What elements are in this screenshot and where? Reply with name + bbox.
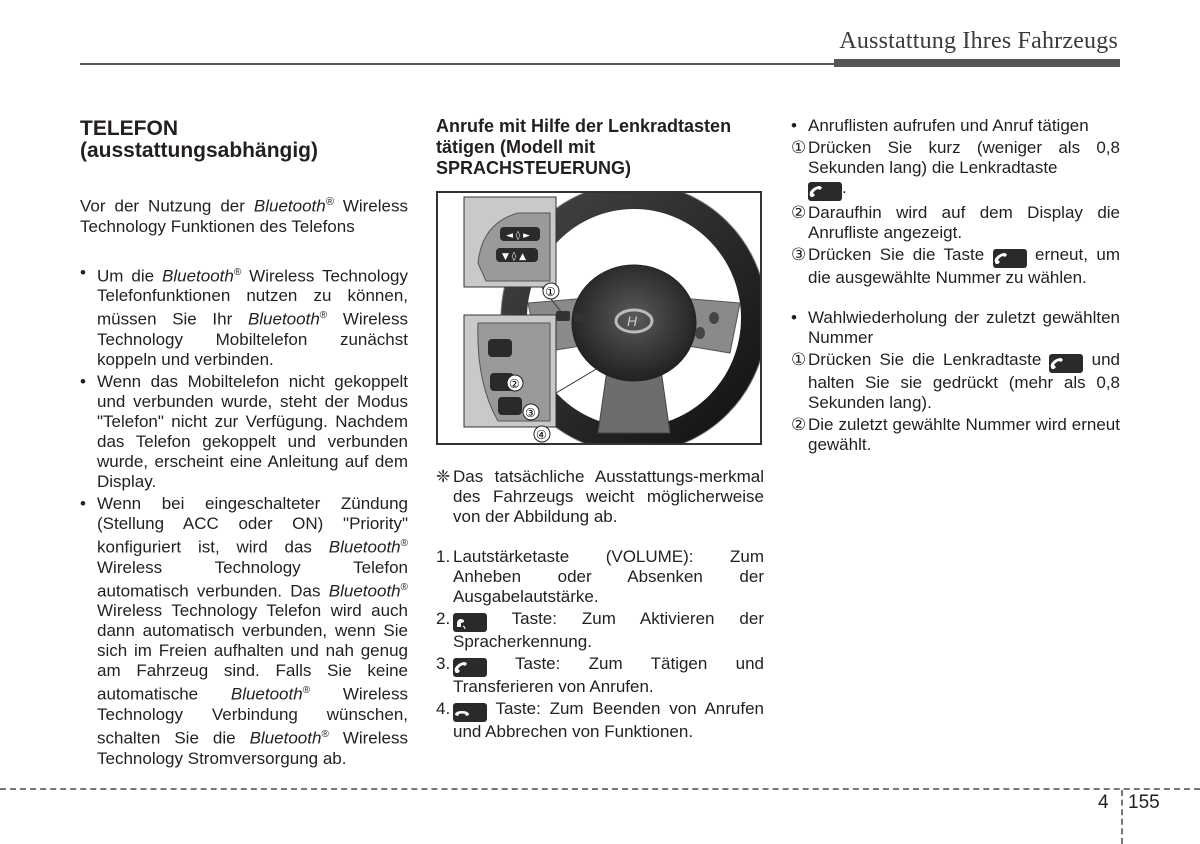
bullet-call-list: • Anruflisten aufrufen und Anruf tätigen xyxy=(791,116,1120,136)
step-press-hold: ① Drücken Sie die Lenkradtaste und halten Sie sie gedrückt (mehr als 0,8 Sekunden lang). xyxy=(791,350,1120,412)
subsection-heading: Anrufe mit Hilfe der Lenkradtasten tätigen (Modell mit SPRACHSTEUERUNG) xyxy=(436,116,732,178)
callout-3: ③ xyxy=(525,406,536,420)
header-title: Ausstattung Ihres Fahrzeugs xyxy=(839,28,1118,54)
call-button-icon xyxy=(1049,354,1083,373)
voice-button-icon xyxy=(453,613,487,632)
steering-wheel-illustration xyxy=(438,193,760,443)
step-list-shown: ② Daraufhin wird auf dem Display die Anrufliste angezeigt. xyxy=(791,203,1120,242)
step-redialed: ② Die zuletzt gewählte Nummer wird erneut gewählt. xyxy=(791,415,1120,454)
callout-4: ④ xyxy=(536,428,547,442)
footer-vertical-divider xyxy=(1121,790,1123,844)
column-1 xyxy=(80,116,408,769)
chapter-number: 4 xyxy=(1098,792,1109,813)
bullet-not-connected: • Wenn das Mobiltelefon nicht gekoppelt und verbunden wurde, steht der Modus "Telefon" nicht zur Verfügung. Nachdem das Telefon gekoppelt und verbunden wurde, erscheint eine Anleitung auf dem Display. xyxy=(80,372,408,492)
column-3 xyxy=(791,116,1120,455)
footer-divider xyxy=(0,788,1200,790)
bullet-redial: • Wahlwiederholung der zuletzt gewählten Nummer xyxy=(791,308,1120,348)
call-button-icon xyxy=(453,658,487,677)
list-item-voice: 2. Taste: Zum Aktivieren der Spracherkennung. xyxy=(436,609,764,651)
page-number: 155 xyxy=(1128,792,1160,813)
bullet-priority: • Wenn bei eingeschalteter Zündung (Stellung ACC oder ON) "Priority" konfiguriert ist, wird das Bluetooth® Wireless Technology Telefon automatisch verbunden. Das Bluetooth® Wireless Technology Telefon wird auch dann automatisch verbunden, wenn Sie sich im Freien aufhalten und nah genug am Fahrzeug sind. Falls Sie keine automatische Bluetooth® Wireless Technology Verbindung wünschen, schalten Sie die Bluetooth® Wireless Technology Stromversorgung ab. xyxy=(80,494,408,769)
callout-1: ① xyxy=(545,285,556,299)
figure-note: ❈ Das tatsächliche Ausstattungs-merkmal des Fahrzeugs weicht möglicherweise von der Abbildung ab. xyxy=(436,467,764,526)
step-press-again: ③ Drücken Sie die Taste erneut, um die ausgewählte Nummer zu wählen. xyxy=(791,245,1120,287)
list-item-call: 3. Taste: Zum Tätigen und Transferieren von Anrufen. xyxy=(436,654,764,696)
call-button-icon xyxy=(993,249,1027,268)
list-item-volume: 1. Lautstärketaste (VOLUME): Zum Anheben oder Absenken der Ausgabelautstärke. xyxy=(436,547,764,606)
intro-paragraph: Vor der Nutzung der Bluetooth® Wireless Technology Funktionen des Telefons xyxy=(80,196,408,236)
end-call-button-icon xyxy=(453,703,487,722)
steering-wheel-figure xyxy=(436,191,762,445)
list-item-end: 4. Taste: Zum Beenden von Anrufen und Abbrechen von Funktionen. xyxy=(436,699,764,741)
callout-2: ② xyxy=(509,377,520,391)
section-heading: TELEFON (ausstattungsabhängig) xyxy=(80,117,319,162)
svg-text:◄ ◊ ►: ◄ ◊ ► xyxy=(506,231,531,241)
header-bar xyxy=(834,59,1120,67)
call-button-icon xyxy=(808,182,842,201)
column-2 xyxy=(436,116,764,742)
step-press-short: ① Drücken Sie kurz (weniger als 0,8 Sekunden lang) die Lenkradtaste . xyxy=(791,138,1120,201)
svg-text:▼ ◊ ▲: ▼ ◊ ▲ xyxy=(502,252,527,262)
bullet-pairing: • Um die Bluetooth® Wireless Technology Telefonfunktionen nutzen zu können, müssen Sie Ihr Bluetooth® Wireless Technology Mobiltelefon zunächst koppeln und verbinden. xyxy=(80,263,408,370)
svg-text:H: H xyxy=(627,313,638,329)
